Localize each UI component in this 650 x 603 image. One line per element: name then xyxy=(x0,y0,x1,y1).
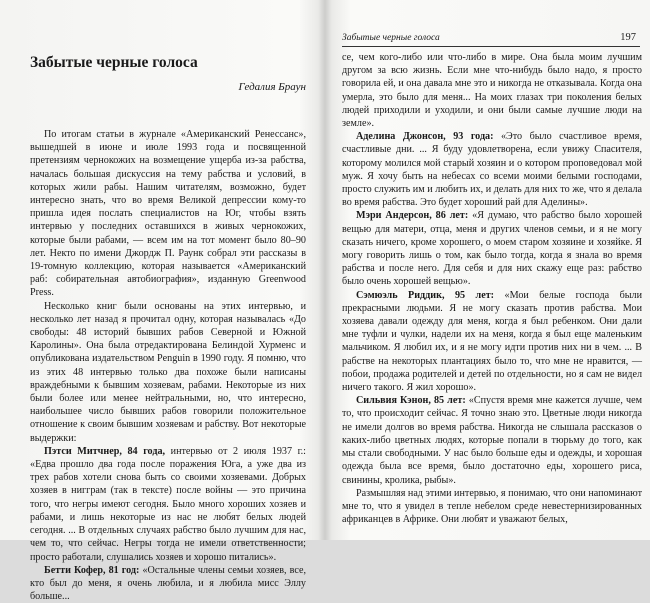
quote-text: «Мои белые господа были прекрасными людьми. Я не могу сказать против рабства. Мои хозяева давали одежду для меня, когда я был ребенком. Они дали мне туфли и чулки, надели их на меня, когда я был еще маленьким мальчиком. Я любил их, и я не могу идти против них ни в чем. ... В рабстве на некоторых плантациях было то, что мне не нравится, — побои, продажа родителей и детей по отдельности, но я сам не видел ничего такого. Я жил хорошо». xyxy=(342,289,642,394)
quote-text: «Я думаю, что рабство было хорошей вещью для матери, отца, меня и других членов семьи, и я не могу сказать ничего, кроме хорошего, о моем старом хозяине и хозяйке. Я могу говорить лишь о том, как было тогда, когда я знала во время рабства и после него. Для себя и для них скажу еще раз: рабство было очень хорошей вещью». xyxy=(342,210,642,288)
speaker-name: Пэтси Митчнер, 84 года, xyxy=(44,445,166,457)
intro-paragraph: По итогам статьи в журнале «Американский Ренессанс», вышедшей в июне и июле 1993 года и посвященной претензиям чернокожих на возмещение ущерба из-за рабства, началась большая дискуссия на тему рабства и условий, в которых жили рабы. Нашим читателям, возможно, будет интересно знать, что во время Великой депрессии кому-то пришла идея послать специалистов на Юг, чтобы взять интервью у последних оставшихся в живых чернокожих, которые были рабами, — всем им на тот момент было 80–90 лет. Некто по имени Джордж П. Раунк собрал эти рассказы в 19-томную коллекцию, которая называется «Американский раб: собирательная автобиография», изданную Greenwood Press. xyxy=(30,129,306,299)
left-page xyxy=(0,0,322,603)
intro-paragraph: Несколько книг были основаны на этих интервью, и несколько лет назад я прочитал одну, которая называлась «До свободы: 48 историй бывших рабов Северной и Южной Каролины». Она была отредактирована Белиндой Хурменс и опубликована издательством Penguin в 1990 году. Я помню, что из этих 48 интервью только два похоже были написаны враждебными к бывшим хозяевам, рабами. Некоторые из них были более или менее нейтральными, но, что интересно, наибольшее число бывших рабов говорили положительное отношение к своим бывшим хозяевам и рабству. Вот некоторые выдержки: xyxy=(30,300,306,444)
right-page xyxy=(328,0,650,540)
quote-text: интервью от 2 июля 1937 г.: «Едва прошло два года после поражения Юга, а уже два из трех рабов хотели снова быть со своими хозяевами. Добрых хозяев в нигграм (так в тексте) после войны — это причина того, что негры имеют сегодня. Было много хороших хозяев и рабами, и лишь некоторые из нас не любят белых людей сегодня. ... В отдельных случаях рабство было лучшим для нас, чем то, что сейчас. Негры тогда не имели ответственности; просто работали, слушались хозяев и хорошо питались». xyxy=(30,445,306,563)
speaker-name: Бетти Кофер, 81 год: xyxy=(44,564,140,576)
page-number: 197 xyxy=(620,32,636,43)
quote-paragraph xyxy=(30,445,306,564)
right-page-body xyxy=(342,51,642,526)
header-rule xyxy=(342,46,640,47)
left-page-body xyxy=(30,128,306,603)
speaker-name: Сэмюэль Риддик, 95 лет: xyxy=(356,289,495,301)
quote-paragraph xyxy=(342,130,642,209)
closing-paragraph: Размышляя над этими интервью, я понимаю, что они напоминают мне то, что я увидел в тепле небелом среде невестернизированных африканцев в Африке. Они любят и уважают белых, xyxy=(342,487,642,526)
quote-paragraph xyxy=(30,564,306,603)
speaker-name: Сильвия Кэнон, 85 лет: xyxy=(356,395,466,407)
author-name: Гедалия Браун xyxy=(238,81,306,93)
quote-text: «Остальные члены семьи хозяев, все, кто был до меня, я очень любила, и я любила мисс Эллу больше... xyxy=(30,564,306,603)
speaker-name: Мэри Андерсон, 86 лет: xyxy=(356,210,469,222)
quote-text: «Спустя время мне кажется лучше, чем то, что происходит сейчас. Я точно знаю это. Цветные люди никогда не имели долгов во время рабства. Никогда не слышала рассказов о каких-либо цветных людях, которые попали в тюрьму до того, как мы стали свободными. У нас было больше еды и одежды, и хорошая одежда была все время, было достаточно еды, хорошего риса, свинины, кролика, рыбы». xyxy=(342,395,642,486)
chapter-title: Забытые черные голоса xyxy=(30,54,198,71)
speaker-name: Аделина Джонсон, 93 года: xyxy=(356,131,494,143)
quote-paragraph xyxy=(342,209,642,288)
continued-paragraph: се, чем кого-либо или что-либо в мире. Она была моим лучшим другом за всю жизнь. Если мне что-нибудь было надо, я просто говорила ей, и она давала мне это и никогда не отказывала. Когда она умерла, это было для меня... На моих глазах три поколения белых людей приходили и уходили, и они были самые лучшие люди на земле». xyxy=(342,52,642,130)
quote-text: «Это было счастливое время, счастливые дни. ... Я буду удовлетворена, если увижу Спасителя, которому молился мой старый хозяин и о котором проповедовал мой муж. Я хочу быть на небесах со всеми моими белыми господами, просто служить им и любить их, и делать для них то же, что я делала во время рабства. Это будет хороший рай для Аделины». xyxy=(342,131,642,209)
quote-paragraph xyxy=(342,394,642,486)
quote-paragraph xyxy=(342,289,642,395)
running-head: Забытые черные голоса xyxy=(342,33,440,43)
